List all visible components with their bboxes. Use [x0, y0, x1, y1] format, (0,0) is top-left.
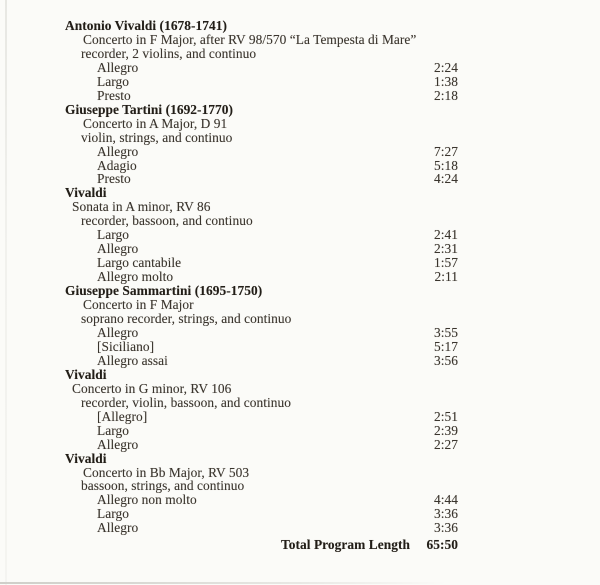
movement-row [65, 438, 458, 452]
movement-name: Allegro [97, 324, 139, 340]
movement-name: Largo [97, 422, 129, 438]
program-page [65, 19, 458, 552]
movement-duration: 3:55 [433, 324, 458, 340]
movement-row [65, 270, 458, 284]
movement-duration: 2:51 [433, 408, 458, 424]
movement-name: [Siciliano] [97, 338, 155, 354]
movement-name: Presto [97, 87, 131, 103]
movement-duration: 1:38 [433, 73, 458, 89]
movement-row [65, 61, 458, 75]
scan-edge-left [5, 0, 7, 585]
work-section [65, 368, 458, 452]
movement-row [65, 89, 458, 103]
movement-name: Largo [97, 73, 129, 89]
movement-row [65, 326, 458, 340]
movement-duration: 1:57 [433, 255, 458, 271]
movement-name: Adagio [97, 157, 137, 173]
work-instrumentation: recorder, bassoon, and continuo [81, 213, 253, 229]
movement-row [65, 159, 458, 173]
movement-row [65, 228, 458, 242]
work-instrumentation: soprano recorder, strings, and continuo [81, 311, 292, 327]
movement-row [65, 145, 458, 159]
work-section [65, 284, 458, 368]
movement-row [65, 242, 458, 256]
movement-row [65, 424, 458, 438]
movement-name: Allegro [97, 143, 139, 159]
movement-duration: 7:27 [433, 143, 458, 159]
composer-heading: Vivaldi [65, 450, 107, 466]
movement-name: Allegro molto [97, 269, 174, 285]
work-instrumentation: recorder, violin, bassoon, and continuo [81, 394, 292, 410]
movement-duration: 2:31 [433, 241, 458, 257]
movement-row [65, 256, 458, 270]
work-title: Concerto in A Major, D 91 [83, 115, 228, 131]
total-label: Total Program Length [281, 537, 410, 553]
movement-name: Allegro [97, 520, 139, 536]
work-section [65, 452, 458, 536]
movement-duration: 2:24 [433, 59, 458, 75]
work-instrumentation: bassoon, strings, and continuo [81, 478, 245, 494]
movement-duration: 2:39 [433, 422, 458, 438]
movement-duration: 3:36 [433, 520, 458, 536]
movement-duration: 2:11 [434, 269, 458, 285]
composer-heading: Giuseppe Sammartini (1695-1750) [65, 283, 263, 299]
movement-name: Allegro assai [97, 352, 168, 368]
movement-name: Presto [97, 171, 131, 187]
work-title: Sonata in A minor, RV 86 [72, 199, 211, 215]
total-duration: 65:50 [426, 537, 458, 553]
movement-name: [Allegro] [97, 408, 148, 424]
movement-row [65, 340, 458, 354]
movement-duration: 4:44 [433, 492, 458, 508]
movement-duration: 2:41 [433, 227, 458, 243]
movement-row [65, 410, 458, 424]
scan-edge-bottom [0, 582, 470, 584]
movement-row [65, 75, 458, 89]
movement-duration: 5:17 [433, 338, 458, 354]
movement-name: Allegro [97, 241, 139, 257]
work-section [65, 19, 458, 103]
movement-row [65, 172, 458, 186]
movement-name: Largo [97, 227, 129, 243]
movement-row [65, 354, 458, 368]
work-title: Concerto in F Major [83, 297, 194, 313]
composer-heading: Vivaldi [65, 185, 107, 201]
work-instrumentation: violin, strings, and continuo [81, 129, 233, 145]
movement-duration: 3:56 [433, 352, 458, 368]
work-title: Concerto in G minor, RV 106 [72, 380, 232, 396]
movement-row [65, 493, 458, 507]
work-instrumentation: recorder, 2 violins, and continuo [81, 45, 257, 61]
composer-heading: Vivaldi [65, 366, 107, 382]
work-section [65, 186, 458, 284]
movement-duration: 4:24 [433, 171, 458, 187]
composer-heading: Antonio Vivaldi (1678-1741) [65, 18, 228, 33]
work-title: Concerto in F Major, after RV 98/570 “La Tempesta di Mare” [83, 31, 417, 47]
movement-name: Allegro [97, 59, 139, 75]
work-section [65, 103, 458, 187]
movement-duration: 2:27 [433, 436, 458, 452]
work-title: Concerto in Bb Major, RV 503 [83, 464, 250, 480]
movement-duration: 5:18 [433, 157, 458, 173]
movement-duration: 2:18 [433, 87, 458, 103]
movement-row [65, 507, 458, 521]
composer-heading: Giuseppe Tartini (1692-1770) [65, 101, 234, 117]
movement-name: Largo [97, 506, 129, 522]
movement-row [65, 521, 458, 535]
movement-name: Allegro [97, 436, 139, 452]
total-row [65, 538, 458, 552]
movement-name: Largo cantabile [97, 255, 182, 271]
movement-name: Allegro non molto [97, 492, 197, 508]
movement-duration: 3:36 [433, 506, 458, 522]
